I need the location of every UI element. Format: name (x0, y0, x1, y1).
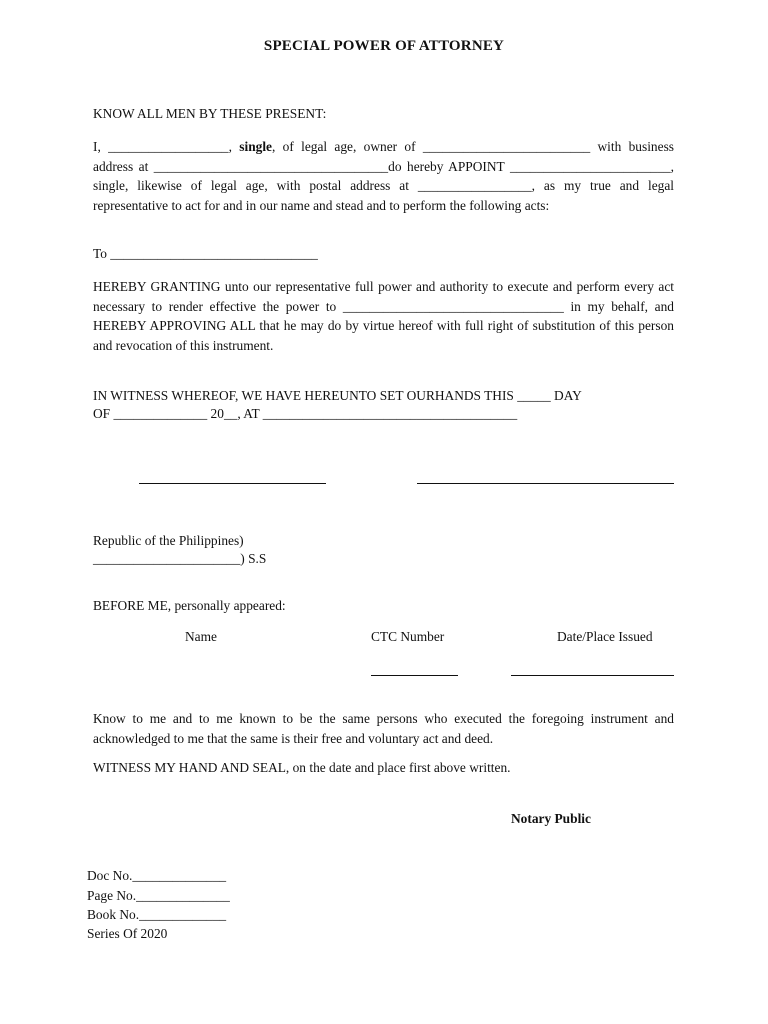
witness-whereof-line-2: OF ______________ 20__, AT ______________________________________ (93, 406, 518, 421)
date-place-line (511, 675, 674, 676)
notary-public-label: Notary Public (511, 811, 591, 826)
appointment-text-start: I, __________________, (93, 139, 240, 154)
series-field: Series Of 2020 (87, 926, 168, 941)
column-ctc-number: CTC Number (371, 629, 445, 644)
ctc-number-line (371, 675, 458, 676)
salutation: KNOW ALL MEN BY THESE PRESENT: (93, 106, 327, 121)
page-no-field: Page No.______________ (87, 888, 230, 903)
book-no-field: Book No._____________ (87, 907, 227, 922)
before-me-line: BEFORE ME, personally appeared: (93, 598, 286, 613)
doc-no-field: Doc No.______________ (87, 868, 227, 883)
document-title: SPECIAL POWER OF ATTORNEY (263, 38, 505, 54)
to-line: To _______________________________ (93, 246, 318, 261)
signature-line-left (139, 483, 326, 484)
republic-line: Republic of the Philippines) (93, 533, 244, 548)
appointment-text-rest: , of legal age, owner of _________________________ with business address at ___________________________________do hereby APPOINT ________________________, single, likewise of legal age, with postal address at _________________, as my true and legal representative to act for and in our name and stead and to perform the following acts: (93, 139, 674, 213)
witness-whereof-line-1: IN WITNESS WHEREOF, WE HAVE HEREUNTO SET OURHANDS THIS _____ DAY (93, 388, 582, 403)
column-name: Name (185, 629, 217, 644)
witness-hand-seal: WITNESS MY HAND AND SEAL, on the date and place first above written. (93, 760, 511, 775)
granting-paragraph: HEREBY GRANTING unto our representative full power and authority to execute and perform every act necessary to render effective the power to _________________________________ in my behalf, and HEREBY APPROVING ALL that he may do by virtue hereof with full right of substitution of this person and revocation of this instrument. (93, 279, 674, 353)
ss-line: ______________________) S.S (93, 551, 267, 566)
signature-line-right (417, 483, 674, 484)
column-date-place-issued: Date/Place Issued (557, 629, 653, 644)
known-to-me-paragraph: Know to me and to me known to be the same persons who executed the foregoing instrument and acknowledged to me that the same is their free and voluntary act and deed. (93, 711, 674, 746)
appointment-paragraph (93, 137, 674, 215)
appointment-single-bold: single (239, 139, 273, 154)
